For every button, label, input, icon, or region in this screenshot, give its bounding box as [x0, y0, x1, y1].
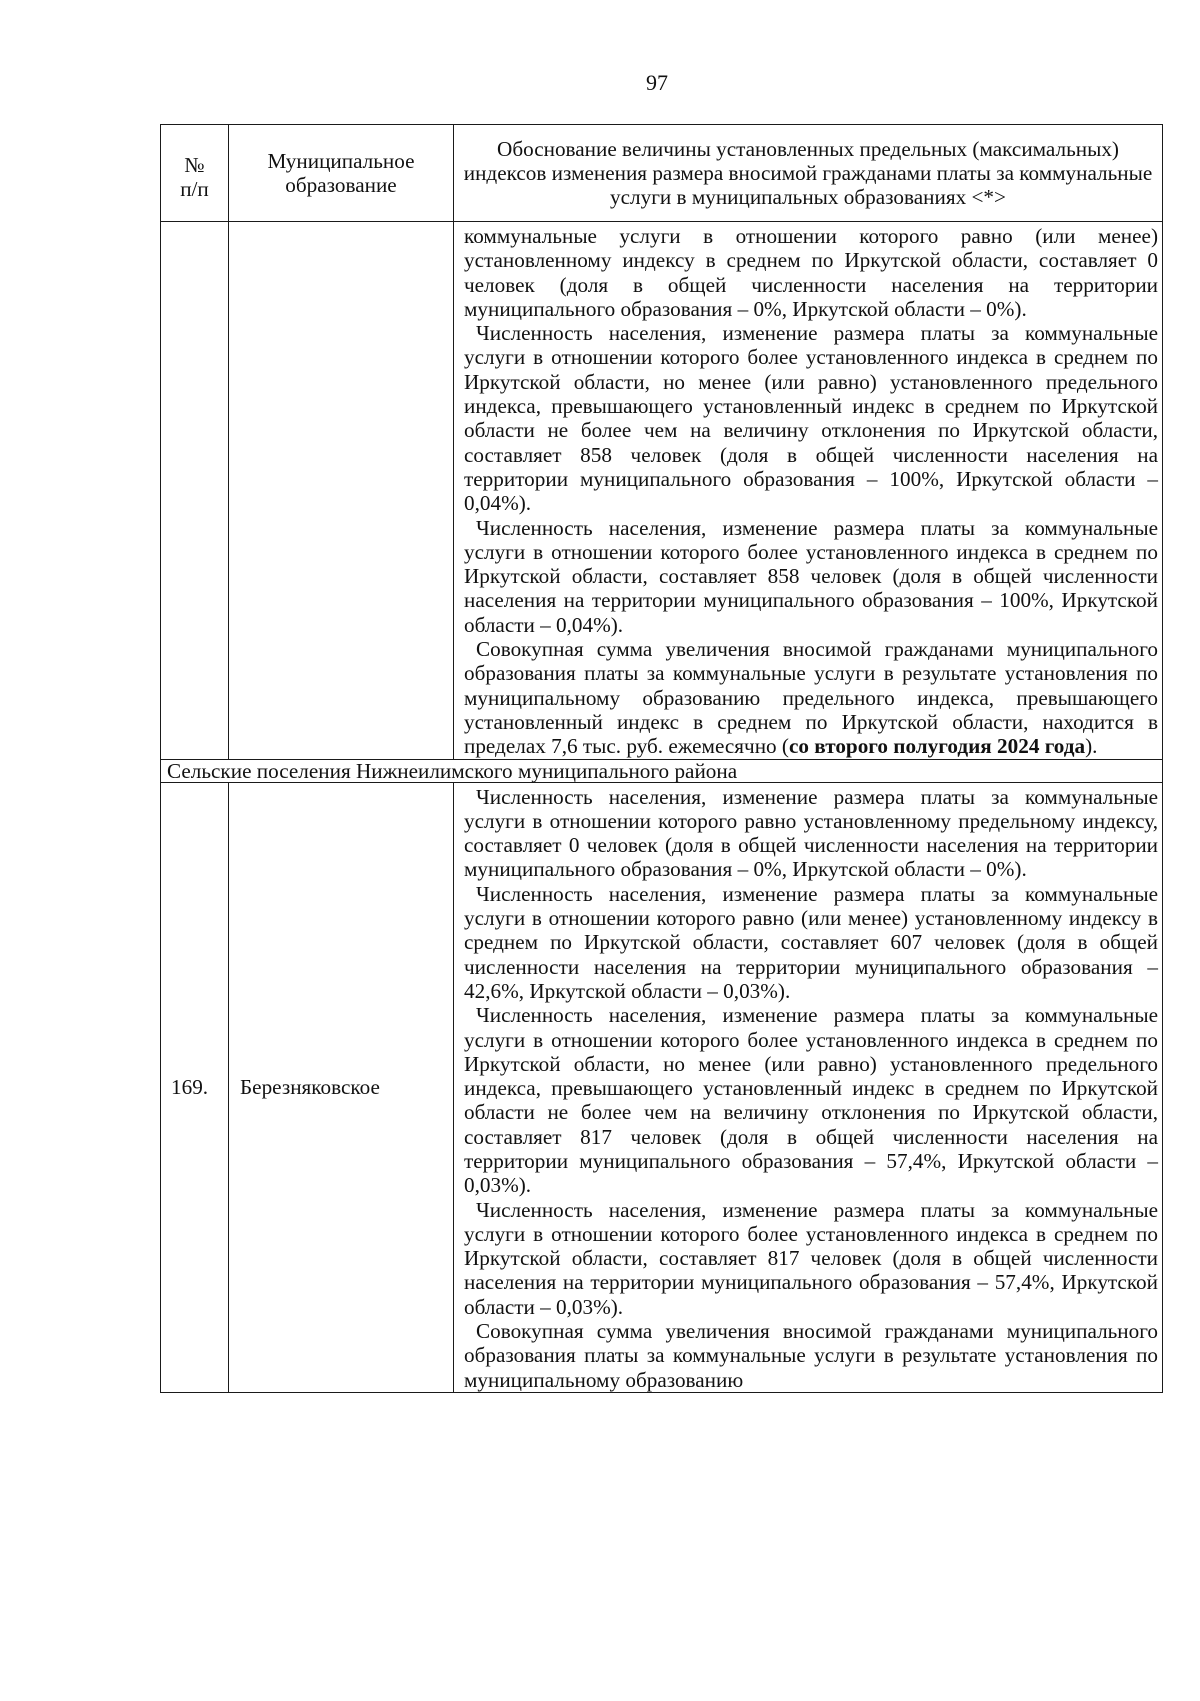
section-row	[161, 759, 1163, 782]
header-municipality-text: Муниципальное образование	[267, 148, 415, 197]
total-sum-text: Совокупная сумма увеличения вносимой гражданами муниципального образования платы за коммунальные услуги в результате установления по муниципальному образованию предельного индекса, превышающего установленный индекс в среднем по Иркутской области, находится в пределах 7,6 тыс. руб. ежемесячно (	[464, 637, 1158, 759]
cell-municipality-empty	[229, 222, 454, 760]
paragraph: Численность населения, изменение размера платы за коммунальные услуги в отношении которого равно установленному предельному индексу, составляет 0 человек (доля в общей численности населения на территории муниципального образования – 0%, Иркутской области – 0%).	[464, 784, 1158, 882]
paragraph: Численность населения, изменение размера платы за коммунальные услуги в отношении которого более установленного индекса в среднем по Иркутской области, но менее (или равно) установленного предельного индекса, превышающего установленный индекс в среднем по Иркутской области не более чем на величину отклонения по Иркутской области, составляет 817 человек (доля в общей численности населения на территории муниципального образования – 57,4%, Иркутской области – 0,03%).	[464, 1003, 1158, 1198]
total-sum-tail: ).	[1085, 734, 1098, 759]
table-row	[161, 782, 1163, 1392]
row-number: 169.	[161, 782, 229, 1392]
municipality-name: Березняковское	[229, 782, 454, 1392]
paragraph: Численность населения, изменение размера платы за коммунальные услуги в отношении которого более установленного индекса в среднем по Иркутской области, но менее (или равно) установленного предельного индекса, превышающего установленный индекс в среднем по Иркутской области не более чем на величину отклонения по Иркутской области, составляет 858 человек (доля в общей численности населения на территории муниципального образования – 100%, Иркутской области – 0,04%).	[464, 321, 1158, 516]
cell-justification	[454, 782, 1163, 1392]
paragraph: Совокупная сумма увеличения вносимой гражданами муниципального образования платы за коммунальные услуги в результате установления по муниципальному образованию	[464, 1319, 1158, 1392]
paragraph: коммунальные услуги в отношении которого равно (или менее) установленному индексу в среднем по Иркутской области, составляет 0 человек (доля в общей численности населения на территории муниципального образования – 0%, Иркутской области – 0%).	[464, 224, 1158, 321]
total-sum-period: со второго полугодия 2024 года	[788, 734, 1086, 759]
paragraph-total-sum	[464, 637, 1158, 758]
section-title: Сельские поселения Нижнеилимского муниципального района	[161, 759, 1163, 782]
header-number	[161, 125, 229, 222]
header-justification-text: Обоснование величины установленных предельных (максимальных) индексов изменения размера вносимой гражданами платы за коммунальные услуги в муниципальных образованиях <*>	[463, 136, 1153, 210]
table-row-continued	[161, 222, 1163, 760]
table-header-row	[161, 125, 1163, 222]
page-number: 97	[646, 70, 668, 95]
header-justification	[454, 125, 1163, 222]
justification-table	[160, 124, 1163, 1393]
paragraph: Численность населения, изменение размера платы за коммунальные услуги в отношении которого равно (или менее) установленному индексу в среднем по Иркутской области, составляет 607 человек (доля в общей численности населения на территории муниципального образования – 42,6%, Иркутской области – 0,03%).	[464, 881, 1158, 1003]
header-municipality	[229, 125, 454, 222]
cell-justification-continued	[454, 222, 1163, 760]
paragraph: Численность населения, изменение размера платы за коммунальные услуги в отношении которого более установленного индекса в среднем по Иркутской области, составляет 817 человек (доля в общей численности населения на территории муниципального образования – 57,4%, Иркутской области – 0,03%).	[464, 1197, 1158, 1319]
header-number-text: № п/п	[180, 152, 209, 201]
paragraph: Численность населения, изменение размера платы за коммунальные услуги в отношении которого более установленного индекса в среднем по Иркутской области, составляет 858 человек (доля в общей численности населения на территории муниципального образования – 100%, Иркутской области – 0,04%).	[464, 515, 1158, 637]
cell-number-empty	[161, 222, 229, 760]
